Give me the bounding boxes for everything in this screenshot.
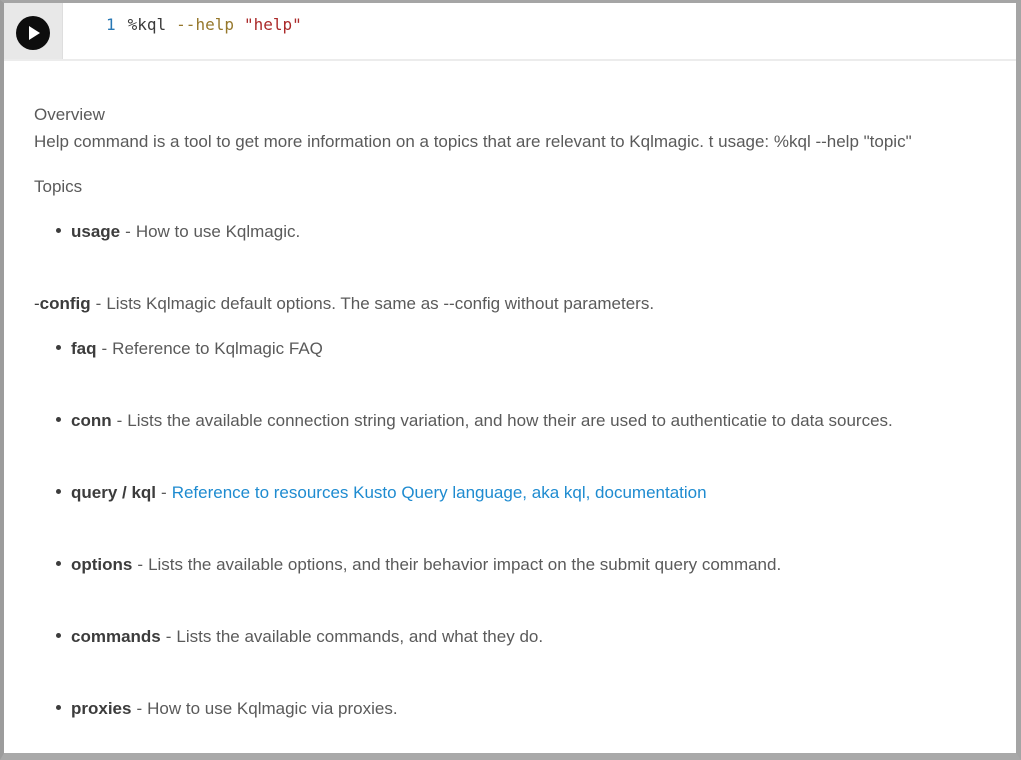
bullet-icon: [56, 633, 61, 638]
topic-config: [34, 292, 988, 316]
topic-options: [34, 553, 988, 577]
topic-query-kql: [34, 481, 988, 505]
topics-heading: Topics: [34, 177, 83, 196]
bullet-icon: [56, 345, 61, 350]
bullet-icon: [56, 228, 61, 233]
code-token-flag: --help: [176, 15, 234, 34]
line-number: 1: [106, 15, 116, 34]
topic-text: faq - Reference to Kqlmagic FAQ: [71, 339, 323, 358]
bullet-icon: [56, 417, 61, 422]
overview-text: Help command is a tool to get more information on a topics that are relevant to Kqlmagic. t usage: %kql --help "topic": [34, 132, 912, 151]
topic-faq: [34, 337, 988, 361]
topic-text: -config - Lists Kqlmagic default options. The same as --config without parameters.: [34, 294, 655, 313]
code-cell[interactable]: [4, 3, 1016, 59]
bullet-icon: [56, 489, 61, 494]
topic-text: proxies - How to use Kqlmagic via proxies.: [71, 699, 398, 718]
topic-usage: [34, 220, 988, 244]
bullet-icon: [56, 561, 61, 566]
run-cell-button[interactable]: [16, 16, 50, 50]
bullet-icon: [56, 705, 61, 710]
overview-heading: Overview: [34, 105, 105, 124]
topic-text: commands - Lists the available commands, and what they do.: [71, 627, 544, 646]
topic-text: usage - How to use Kqlmagic.: [71, 222, 301, 241]
topic-commands: [34, 625, 988, 649]
kusto-docs-link[interactable]: Reference to resources Kusto Query language, aka kql, documentation: [171, 483, 707, 502]
code-token-magic: %kql: [127, 15, 167, 34]
cell-output: [4, 61, 1016, 753]
topic-proxies: [34, 697, 988, 721]
code-editor[interactable]: [63, 3, 1016, 59]
topic-text: conn - Lists the available connection string variation, and how their are used to authenticatie to data sources.: [71, 411, 893, 430]
cell-toolbar: [4, 3, 63, 59]
play-icon: [29, 26, 40, 40]
topic-conn: [34, 409, 988, 433]
topic-text: options - Lists the available options, and their behavior impact on the submit query command.: [71, 555, 782, 574]
topic-text: query / kql - Reference to resources Kusto Query language, aka kql, documentation: [71, 483, 707, 502]
code-token-string: "help": [243, 15, 302, 34]
